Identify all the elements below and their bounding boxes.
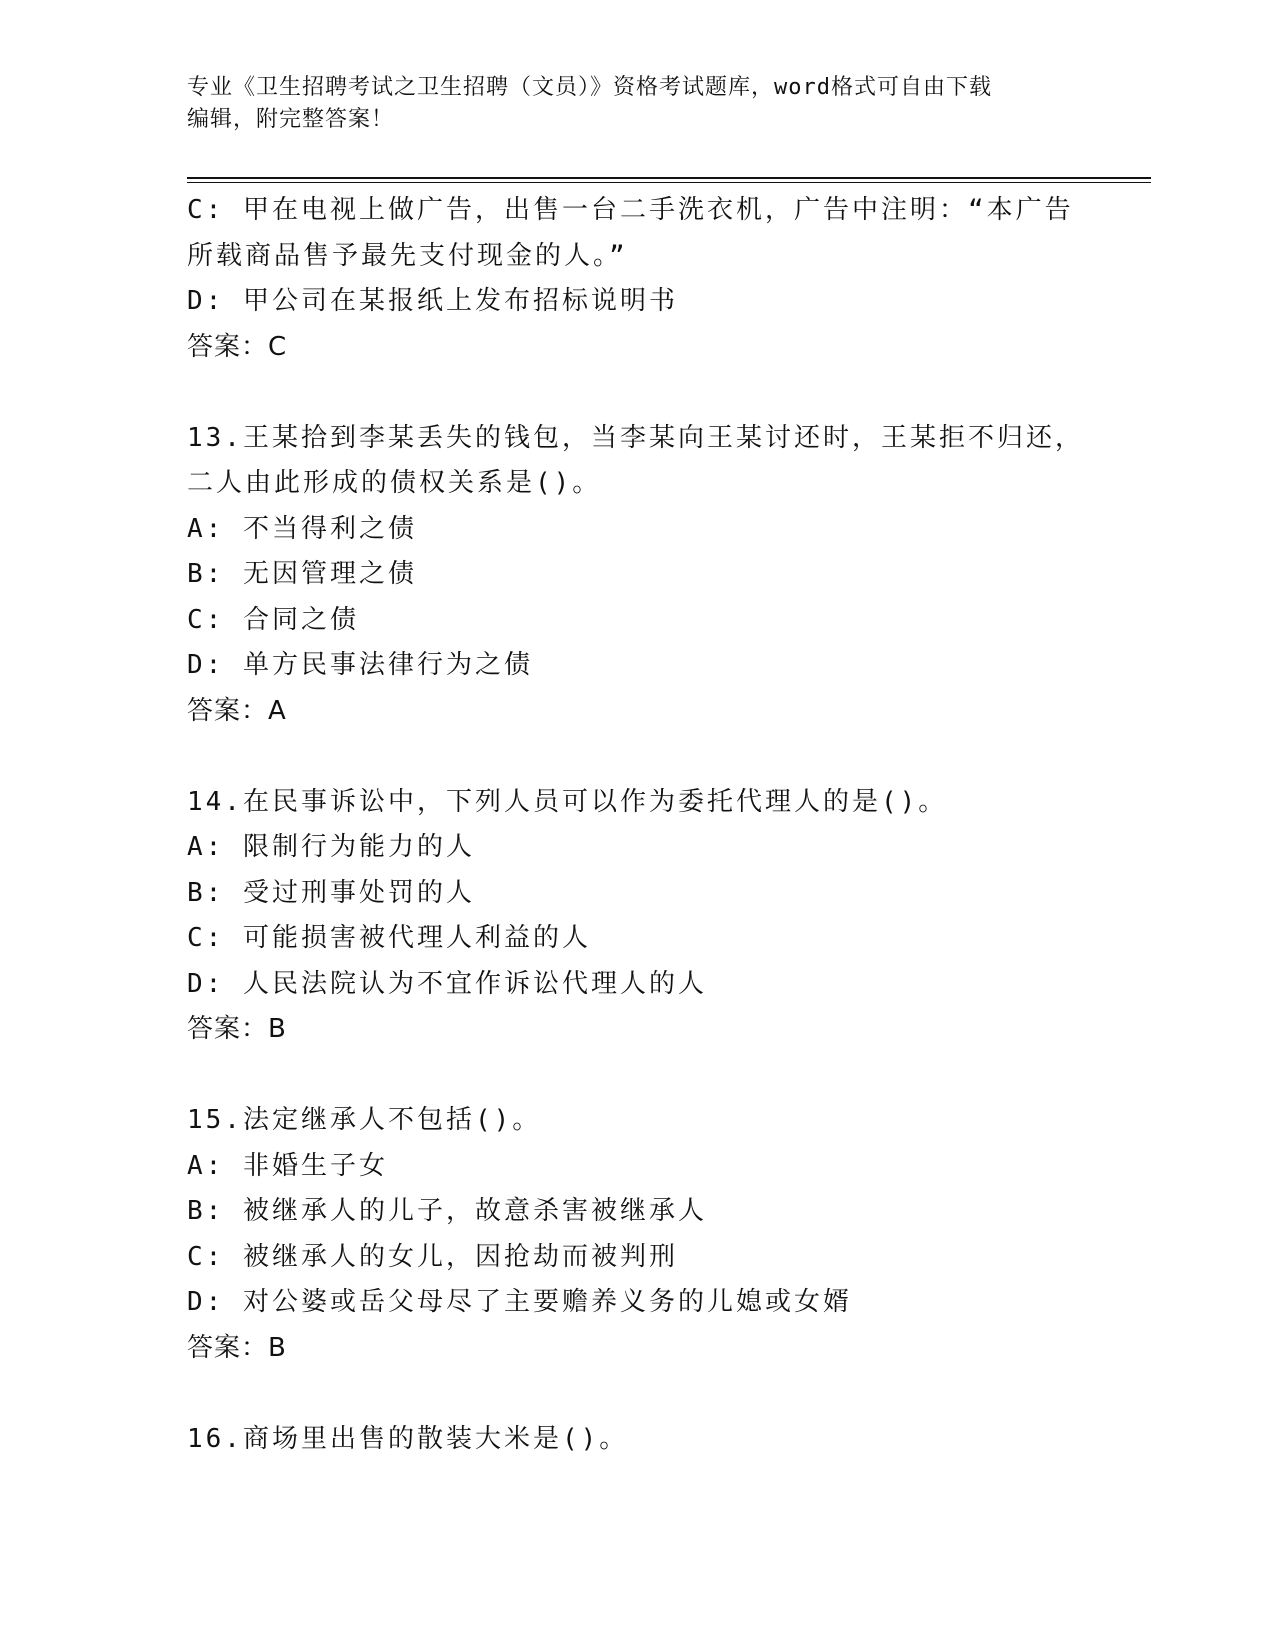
option-b: B: 无因管理之债 — [187, 559, 417, 589]
header-divider-thin — [187, 182, 1151, 183]
question-stem-line-2: 二人由此形成的债权关系是()。 — [187, 468, 602, 498]
question-13 — [187, 416, 1117, 735]
option-a: A: 不当得利之债 — [187, 513, 417, 544]
option-a: A: 非婚生子女 — [187, 1150, 388, 1181]
option-c: C: 合同之债 — [187, 604, 359, 635]
question-stem-line-1: 14.在民事诉讼中，下列人员可以作为委托代理人的是()。 — [187, 786, 948, 817]
option-b: B: 受过刑事处罚的人 — [187, 877, 475, 908]
question-stem-line-1: 13.王某拾到李某丢失的钱包，当李某向王某讨还时，王某拒不归还， — [187, 422, 1084, 453]
option-c-line-2: 所载商品售予最先支付现金的人。” — [187, 240, 628, 271]
option-a: A: 限制行为能力的人 — [187, 832, 475, 862]
question-stem-line-1: 15.法定继承人不包括()。 — [187, 1105, 542, 1135]
header-line-2: 编辑，附完整答案！ — [187, 107, 395, 132]
option-b: B: 被继承人的儿子，故意杀害被继承人 — [187, 1196, 707, 1226]
answer: 答案：B — [187, 1332, 287, 1363]
document-body — [187, 188, 1117, 1462]
header-divider-thick — [187, 177, 1151, 179]
question-14 — [187, 780, 1117, 1053]
document-header — [187, 72, 1087, 136]
option-d: D: 人民法院认为不宜作诉讼代理人的人 — [187, 968, 707, 999]
option-d: D: 甲公司在某报纸上发布招标说明书 — [187, 286, 678, 316]
header-line-1: 专业《卫生招聘考试之卫生招聘（文员）》资格考试题库，word格式可自由下载 — [187, 75, 992, 100]
option-c: C: 被继承人的女儿，因抢劫而被判刑 — [187, 1241, 678, 1272]
option-c-line-1: C: 甲在电视上做广告，出售一台二手洗衣机，广告中注明：“本广告 — [187, 195, 1074, 225]
option-d: D: 对公婆或岳父母尽了主要赡养义务的儿媳或女婿 — [187, 1287, 852, 1317]
question-15 — [187, 1098, 1117, 1371]
option-c: C: 可能损害被代理人利益的人 — [187, 923, 591, 953]
answer: 答案：C — [187, 331, 288, 362]
question-12-tail — [187, 188, 1117, 370]
option-d: D: 单方民事法律行为之债 — [187, 650, 533, 680]
answer: 答案：B — [187, 1014, 287, 1044]
question-16 — [187, 1417, 1117, 1463]
question-stem-line-1: 16.商场里出售的散装大米是()。 — [187, 1423, 629, 1454]
answer: 答案：A — [187, 695, 287, 726]
